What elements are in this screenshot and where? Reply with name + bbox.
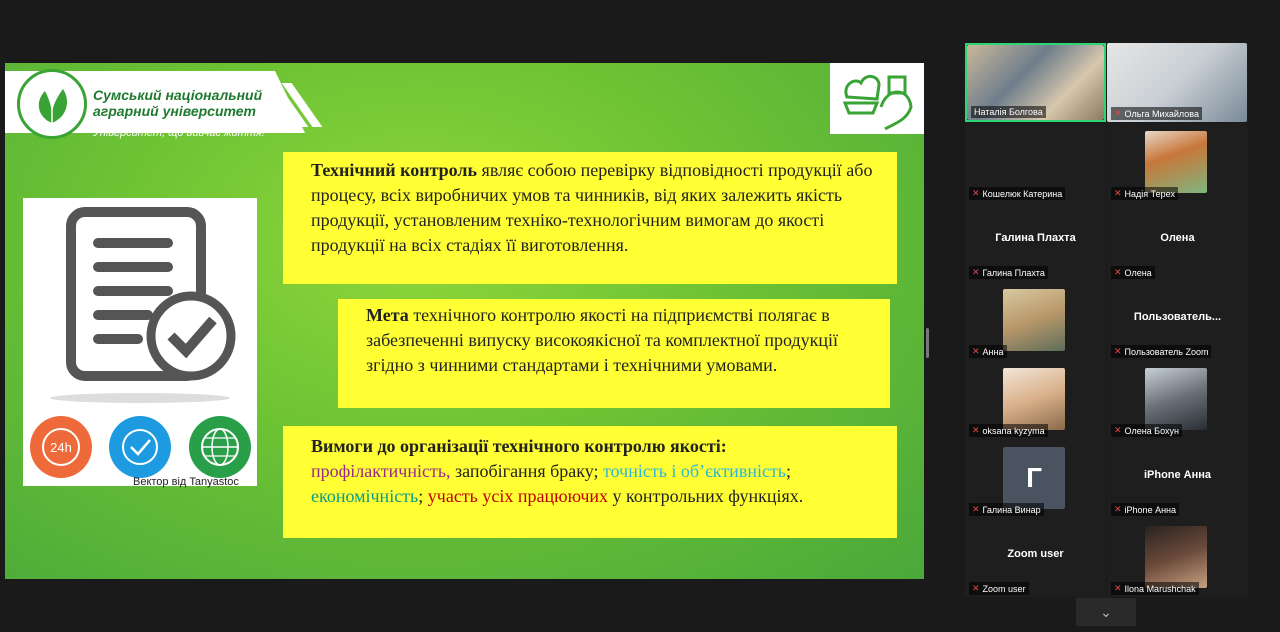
participant-tile[interactable] (1107, 202, 1248, 281)
university-name-line2: аграрний університет (93, 103, 257, 119)
participant-avatar (1145, 131, 1207, 193)
participant-label (1111, 582, 1199, 595)
participant-display-name: Галина Плахта (995, 232, 1076, 244)
participant-display-name: Олена (1160, 232, 1195, 244)
participant-name: Ольга Михайлова (1124, 108, 1199, 119)
participant-name: Пользователь Zoom (1124, 346, 1209, 357)
participant-tile[interactable] (1107, 360, 1248, 439)
participant-name: Анна (982, 346, 1004, 357)
participant-tile[interactable] (965, 439, 1106, 518)
participant-tile[interactable] (965, 281, 1106, 360)
university-name-line1: Сумський національний (93, 87, 263, 103)
participant-tile[interactable] (965, 43, 1106, 122)
participant-label (971, 106, 1046, 118)
participant-name: Галина Винар (982, 504, 1041, 515)
muted-mic-icon: ✕ (972, 267, 980, 277)
participant-name: Надія Терех (1124, 188, 1175, 199)
participant-label (1111, 345, 1211, 358)
goal-term: Мета (366, 305, 409, 325)
participant-avatar (1145, 368, 1207, 430)
24h-label: 24h (50, 440, 72, 455)
muted-mic-icon: ✕ (1114, 425, 1122, 435)
participant-avatar (1145, 526, 1207, 588)
24h-clock-icon (30, 416, 92, 478)
requirement-defect-prevention: запобігання браку; (455, 461, 604, 481)
participant-label (1111, 107, 1202, 120)
participant-display-name: Пользователь... (1133, 311, 1222, 323)
participant-tile[interactable] (965, 123, 1106, 202)
muted-mic-icon: ✕ (1114, 108, 1122, 118)
leaf-icon (27, 79, 77, 129)
check-circle-icon (109, 416, 171, 478)
participant-name: Галина Плахта (982, 267, 1045, 278)
image-credit: Вектор від Tanyastoc (133, 476, 239, 488)
participant-name: Наталія Болгова (974, 107, 1043, 117)
university-logo (17, 69, 87, 139)
chevron-down-icon: ⌄ (1100, 603, 1112, 620)
muted-mic-icon: ✕ (972, 583, 980, 593)
participant-initial-avatar: Г (1003, 447, 1065, 509)
requirement-efficiency: економічність (311, 486, 419, 506)
globe-icon (189, 416, 251, 478)
participants-panel (930, 0, 1280, 632)
muted-mic-icon: ✕ (1114, 267, 1122, 277)
participant-avatar (1003, 289, 1065, 351)
participant-name: Ilona Marushchak (1124, 583, 1196, 594)
requirement-sep1: ; (786, 461, 792, 481)
participant-tile[interactable] (965, 360, 1106, 439)
participant-label (969, 266, 1048, 279)
requirements-heading: Вимоги до організації технічного контролю якості: (311, 436, 727, 456)
participant-name: iPhone Анна (1124, 504, 1177, 515)
participant-tile[interactable] (1107, 518, 1248, 597)
requirement-tail: у контрольних функціях. (608, 486, 804, 506)
participant-avatar (1003, 368, 1065, 430)
participant-tile[interactable] (965, 202, 1106, 281)
participant-name: oksana kyzyma (982, 425, 1045, 436)
definition-text: являє собою перевірку відповідності продукції або процесу, всіх виробничих умов та чинників, від яких залежить якість продукції, установленим техніко-технологічним вимогам до якості продукції на всіх стадіях її виготовлення. (311, 160, 873, 255)
participant-label (969, 503, 1044, 516)
participant-name: Кошелюк Катерина (982, 188, 1063, 199)
definition-term: Технічний контроль (311, 160, 478, 180)
participant-display-name: iPhone Анна (1143, 469, 1212, 481)
participant-tile[interactable] (1107, 123, 1248, 202)
chef-hat-icon (837, 67, 917, 131)
participant-name: Олена (1124, 267, 1152, 278)
muted-mic-icon: ✕ (1114, 504, 1122, 514)
participant-display-name: Zoom user (1007, 548, 1064, 560)
participant-name: Олена Бохун (1124, 425, 1179, 436)
participant-tile[interactable] (965, 518, 1106, 597)
muted-mic-icon: ✕ (1114, 188, 1122, 198)
participant-tile[interactable] (1107, 281, 1248, 360)
muted-mic-icon: ✕ (1114, 583, 1122, 593)
participant-tile[interactable] (1107, 43, 1248, 122)
muted-mic-icon: ✕ (972, 188, 980, 198)
panel-resize-handle[interactable] (926, 328, 929, 358)
participant-label (969, 424, 1048, 437)
participant-label (1111, 503, 1179, 516)
participant-name: Zoom user (982, 583, 1026, 594)
participant-label (1111, 424, 1182, 437)
document-illustration (23, 198, 257, 486)
muted-mic-icon: ✕ (972, 346, 980, 356)
scroll-down-button[interactable] (1076, 598, 1136, 626)
requirement-participation: участь усіх працюючих (427, 486, 609, 506)
participant-label (969, 187, 1065, 200)
participant-label (1111, 187, 1178, 200)
requirements-box (283, 426, 897, 538)
university-motto: Університет, що вивчає життя! (93, 127, 265, 139)
goal-text: технічного контролю якості на підприємстві полягає в забезпеченні випуску високоякісної та комплектної продукції згідно з чинними стандартами і технічними умовами. (366, 305, 839, 375)
muted-mic-icon: ✕ (972, 425, 980, 435)
muted-mic-icon: ✕ (1114, 346, 1122, 356)
goal-box (338, 299, 890, 408)
participant-tile[interactable] (1107, 439, 1248, 518)
participant-label (1111, 266, 1155, 279)
requirement-accuracy: точність і об’єктивність (603, 461, 787, 481)
participant-label (969, 345, 1007, 358)
muted-mic-icon: ✕ (972, 504, 980, 514)
requirement-prophylactic: профілактичність, (311, 461, 456, 481)
presentation-slide (5, 63, 924, 579)
participant-label (969, 582, 1029, 595)
requirement-sep2: ; (418, 486, 428, 506)
corner-logo (830, 63, 924, 134)
university-name (93, 87, 262, 119)
definition-box (283, 152, 897, 284)
